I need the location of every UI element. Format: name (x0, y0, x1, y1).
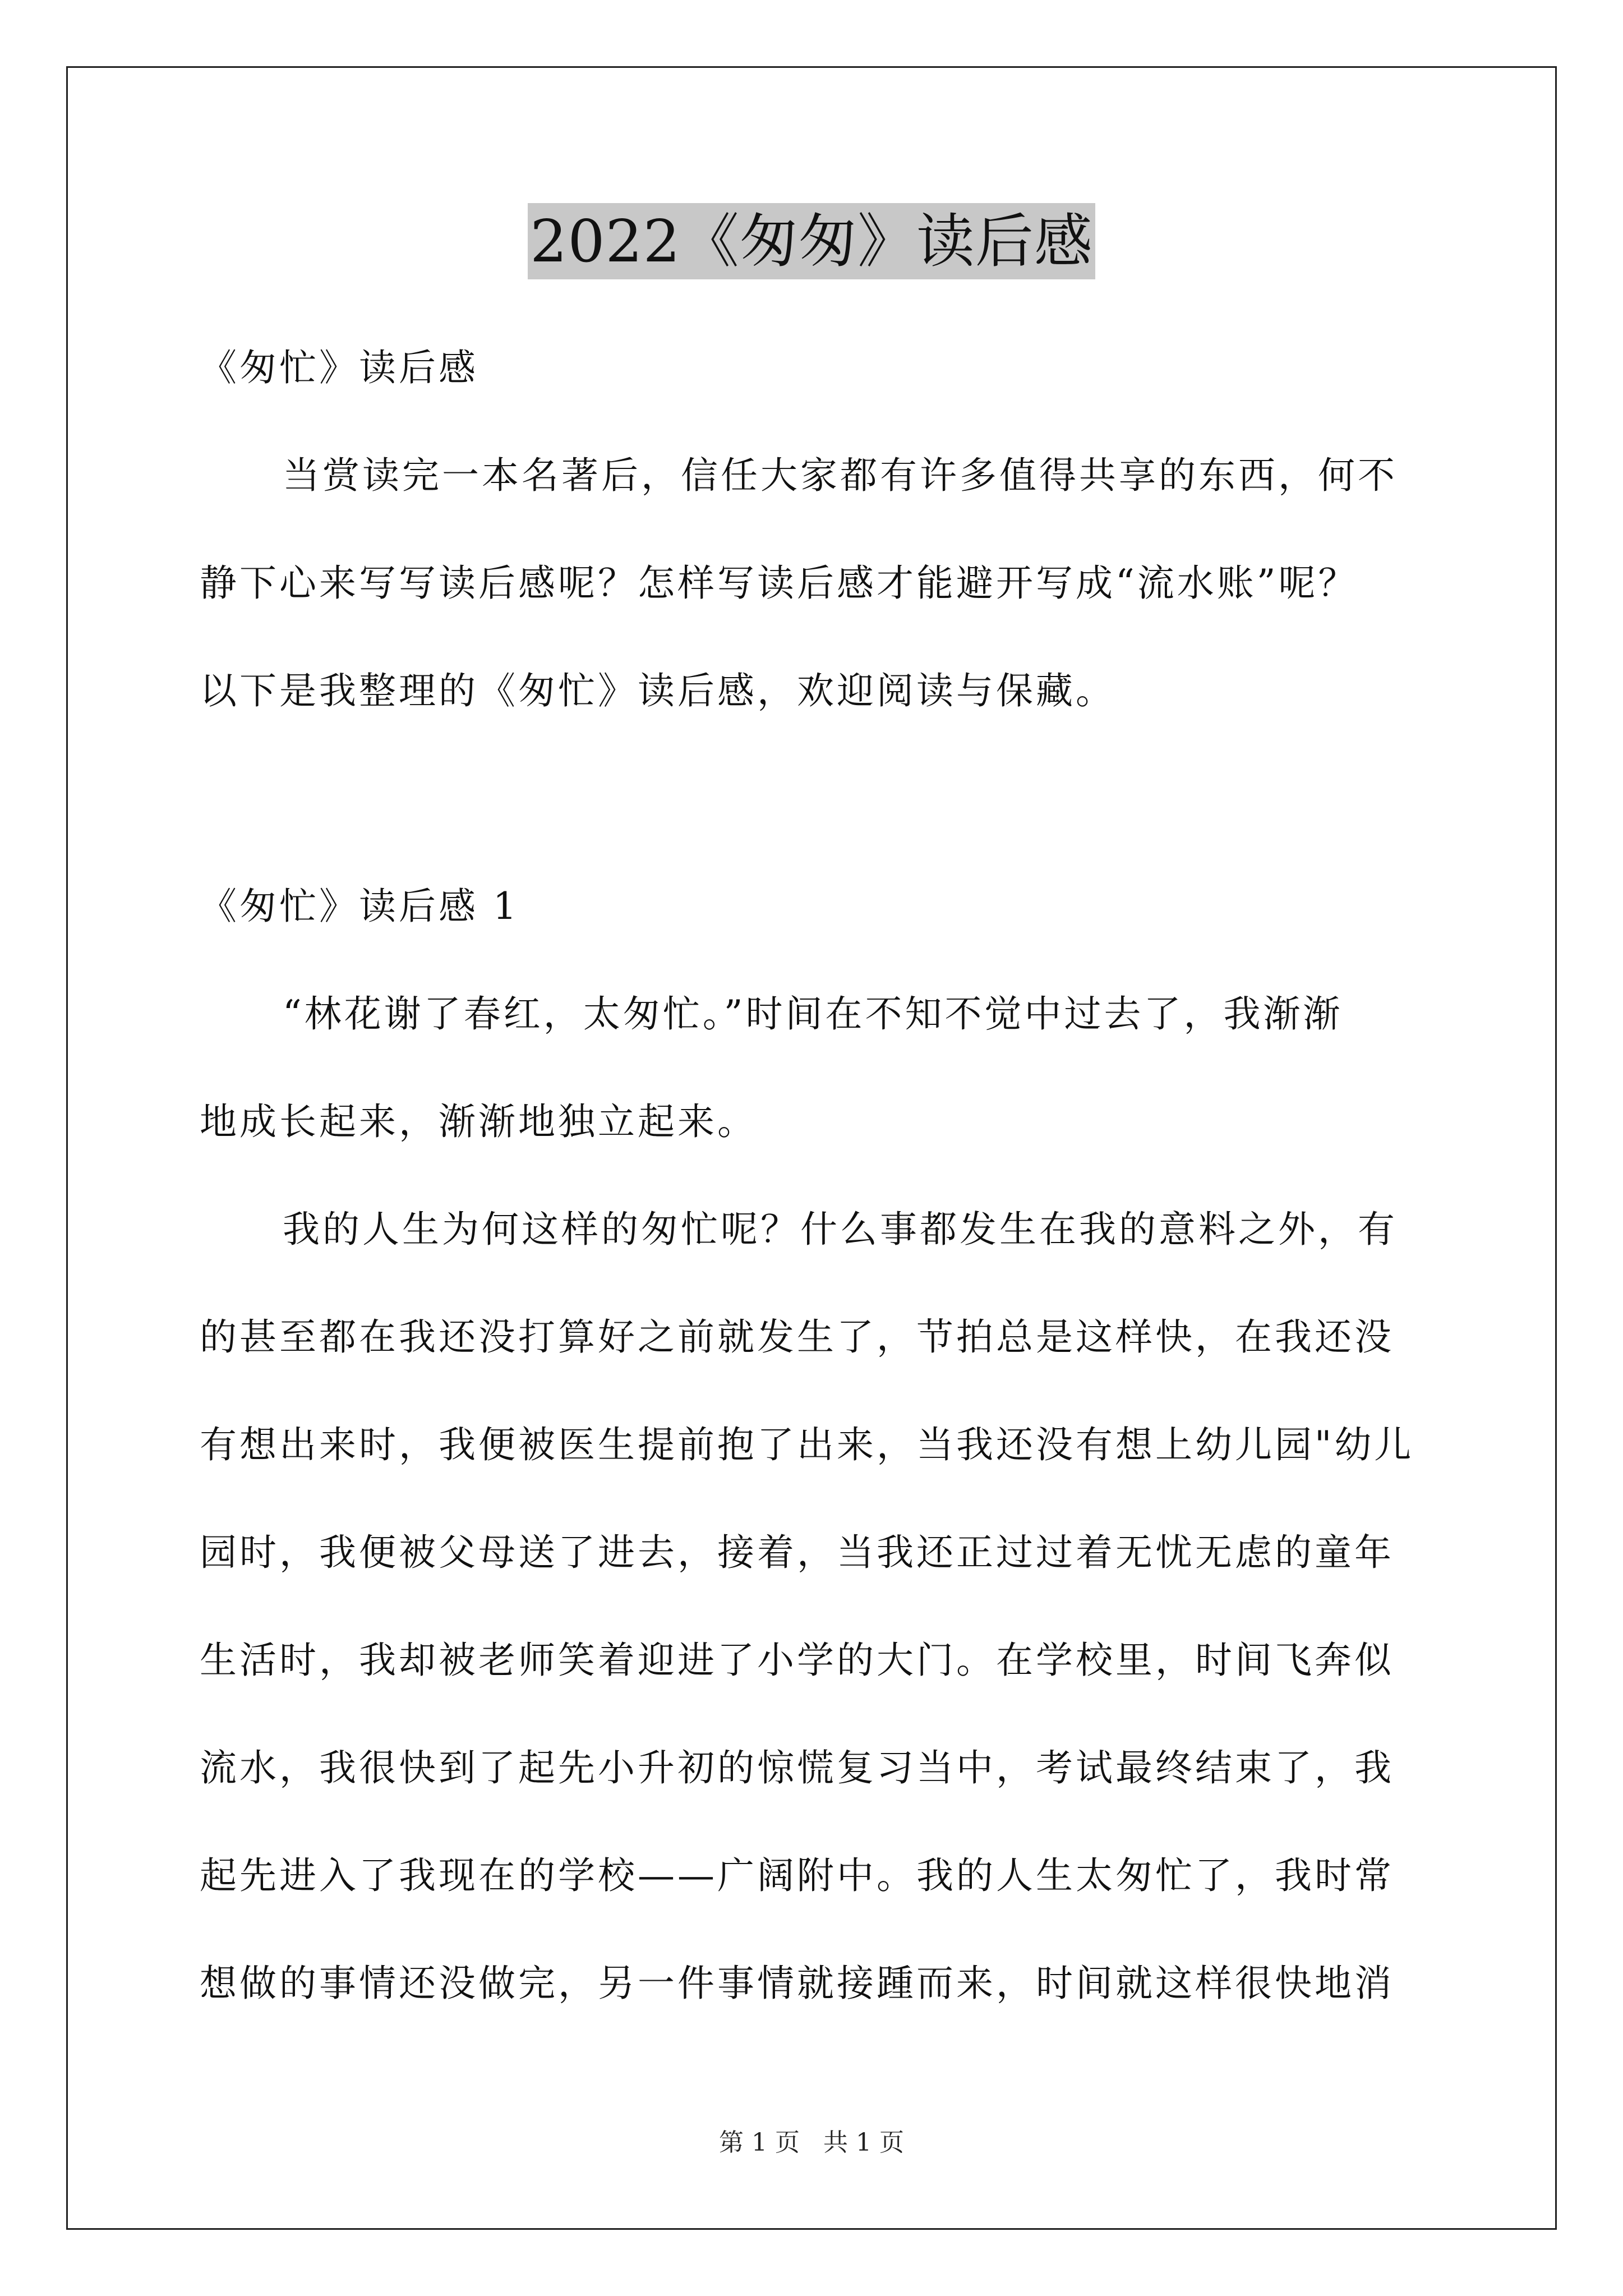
page-number: 第 1 页 (719, 2128, 800, 2157)
page-total: 共 1 页 (823, 2128, 904, 2157)
intro-paragraph (200, 422, 1428, 745)
paragraph-line: 园时，我便被父母送了进去，接着，当我还正过过着无忧无虑的童年 (200, 1531, 1394, 1574)
document-body (200, 314, 1428, 2037)
paragraph-2 (200, 1176, 1428, 2037)
paragraph-1 (200, 960, 1428, 1176)
paragraph-line: 起先进入了我现在的学校——广阔附中。我的人生太匆忙了，我时常 (200, 1854, 1394, 1897)
paragraph-line: 以下是我整理的《匆忙》读后感，欢迎阅读与保藏。 (200, 669, 1115, 712)
paragraph-line: 当赏读完一本名著后，信任大家都有许多值得共享的东西，何不 (283, 454, 1398, 497)
paragraph-line: 想做的事情还没做完，另一件事情就接踵而来，时间就这样很快地消 (200, 1962, 1394, 2005)
paragraph-line: 地成长起来，渐渐地独立起来。 (200, 1100, 757, 1143)
paragraph-line: 有想出来时，我便被医生提前抱了出来，当我还没有想上幼儿园"幼儿 (200, 1423, 1414, 1466)
document-title: 2022《匆匆》读后感 (528, 203, 1095, 279)
paragraph-line: 静下心来写写读后感呢？怎样写读后感才能避开写成“流水账”呢？ (200, 562, 1358, 605)
paragraph-line: 的甚至都在我还没打算好之前就发生了，节拍总是这样快，在我还没 (200, 1315, 1394, 1359)
paragraph-line: 生活时，我却被老师笑着迎进了小学的大门。在学校里，时间飞奔似 (200, 1639, 1394, 1682)
section-heading: 《匆忙》读后感 1 (200, 885, 519, 928)
paragraph-line: 流水，我很快到了起先小升初的惊慌复习当中，考试最终结束了，我 (200, 1746, 1394, 1789)
section-heading: 《匆忙》读后感 (200, 346, 478, 389)
page-footer (0, 2126, 1623, 2160)
paragraph-line: 我的人生为何这样的匆忙呢？什么事都发生在我的意料之外，有 (283, 1208, 1398, 1251)
paragraph-line: “林花谢了春红，太匆忙。”时间在不知不觉中过去了，我渐渐 (283, 992, 1343, 1036)
section-spacer (200, 745, 1428, 853)
title-container (0, 203, 1623, 279)
